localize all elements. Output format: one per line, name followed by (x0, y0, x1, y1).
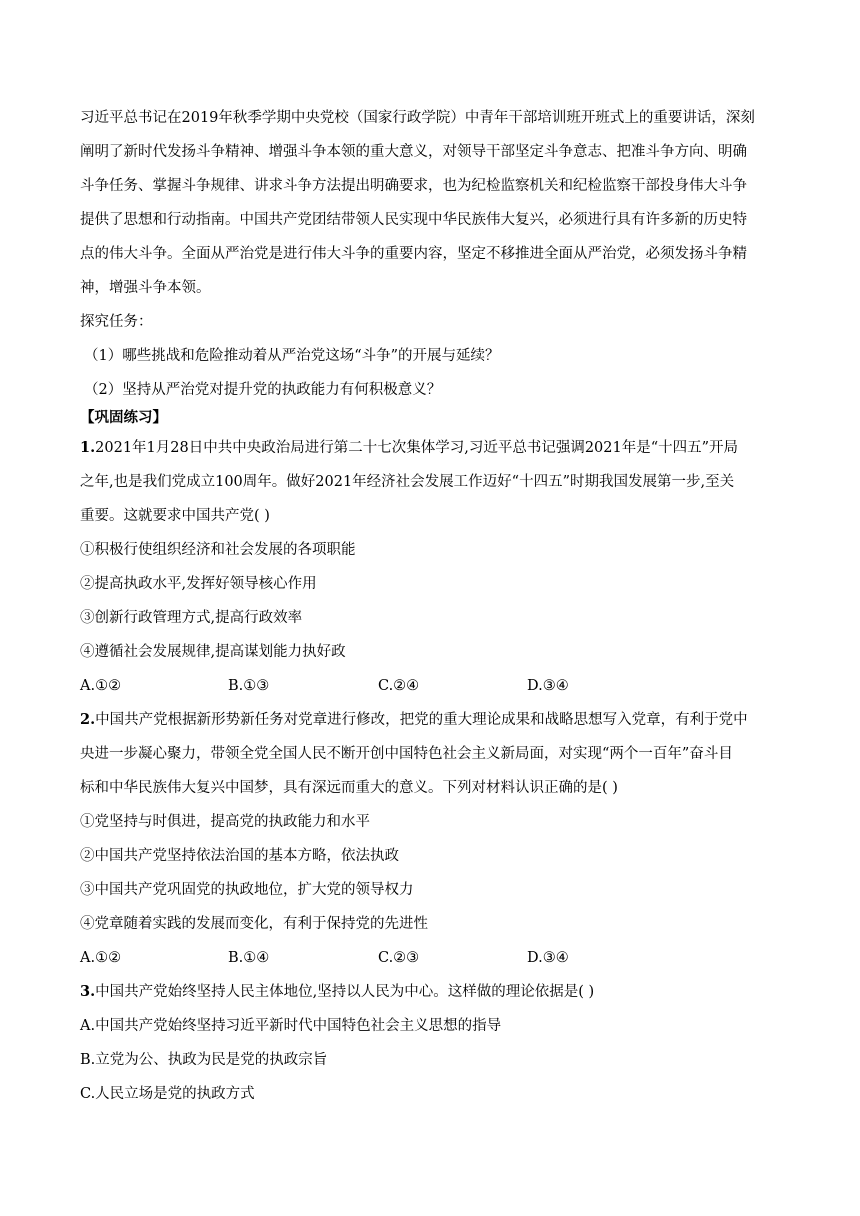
question-stem-text: 中国共产党根据新形势新任务对党章进行修改，把党的重大理论成果和战略思想写入党章，有利于党中 (95, 712, 748, 728)
question-item: ③创新行政管理方式,提高行政效率 (80, 610, 303, 626)
option-c: C.②④ (378, 678, 420, 694)
question-item: ③中国共产党巩固党的执政地位，扩大党的领导权力 (80, 882, 414, 898)
option-b: B.立党为公、执政为民是党的执政宗旨 (80, 1052, 328, 1068)
question-2-stem (80, 710, 748, 730)
material-line: 神，增强斗争本领。 (80, 280, 211, 296)
question-stem-line: 之年,也是我们党成立100周年。做好2021年经济社会发展工作迈好“十四五”时期我国发展第一步,至关 (80, 474, 735, 490)
question-stem-text: 2021年1月28日中共中央政治局进行第二十七次集体学习,习近平总书记强调2021年是“十四五”开局 (95, 440, 739, 456)
task-question-1: （1）哪些挑战和危险推动着从严治党这场“斗争”的开展与延续？ (84, 348, 500, 364)
question-item: ④遵循社会发展规律,提高谋划能力执好政 (80, 644, 346, 660)
option-a: A.①② (80, 950, 122, 966)
question-number: 3. (80, 983, 96, 1000)
material-line: 点的伟大斗争。全面从严治党是进行伟大斗争的重要内容，坚定不移推进全面从严治党，必须发扬斗争精 (80, 246, 747, 262)
question-item: ④党章随着实践的发展而变化，有利于保持党的先进性 (80, 916, 428, 932)
option-c: C.②③ (378, 950, 420, 966)
option-a: A.①② (80, 678, 122, 694)
material-line: 阐明了新时代发扬斗争精神、增强斗争本领的重大意义，对领导干部坚定斗争意志、把准斗争方向、明确 (80, 144, 747, 160)
option-c: C.人民立场是党的执政方式 (80, 1086, 255, 1102)
option-d: D.③④ (527, 950, 569, 966)
option-a: A.中国共产党始终坚持习近平新时代中国特色社会主义思想的指导 (80, 1018, 502, 1034)
task-heading: 探究任务： (80, 314, 153, 330)
question-item: ①积极行使组织经济和社会发展的各项职能 (80, 542, 356, 558)
question-stem-text: 中国共产党始终坚持人民主体地位,坚持以人民为中心。这样做的理论依据是( ) (95, 984, 595, 1000)
material-line: 提供了思想和行动指南。中国共产党团结带领人民实现中华民族伟大复兴，必须进行具有许多新的历史特 (80, 212, 747, 228)
option-b: B.①④ (228, 950, 270, 966)
question-item: ①党坚持与时俱进，提高党的执政能力和水平 (80, 814, 370, 830)
question-stem-line: 重要。这就要求中国共产党( ) (80, 508, 270, 524)
question-number: 2. (80, 711, 96, 728)
question-stem-line: 标和中华民族伟大复兴中国梦，具有深远而重大的意义。下列对材料认识正确的是( ) (80, 780, 618, 796)
material-line: 斗争任务、掌握斗争规律、讲求斗争方法提出明确要求，也为纪检监察机关和纪检监察干部投身伟大斗争 (80, 178, 747, 194)
option-b: B.①③ (228, 678, 270, 694)
question-item: ②中国共产党坚持依法治国的基本方略，依法执政 (80, 848, 399, 864)
question-1-stem (80, 438, 738, 458)
task-question-2: （2）坚持从严治党对提升党的执政能力有何积极意义？ (84, 382, 442, 398)
material-line: 习近平总书记在2019年秋季学期中央党校（国家行政学院）中青年干部培训班开班式上的重要讲话，深刻 (80, 110, 755, 126)
question-item: ②提高执政水平,发挥好领导核心作用 (80, 576, 317, 592)
option-d: D.③④ (527, 678, 569, 694)
question-3-stem (80, 982, 594, 1002)
question-stem-line: 央进一步凝心聚力，带领全党全国人民不断开创中国特色社会主义新局面，对实现“两个一百年”奋斗目 (80, 746, 733, 762)
section-title: 【巩固练习】 (80, 409, 167, 426)
question-number: 1. (80, 439, 96, 456)
